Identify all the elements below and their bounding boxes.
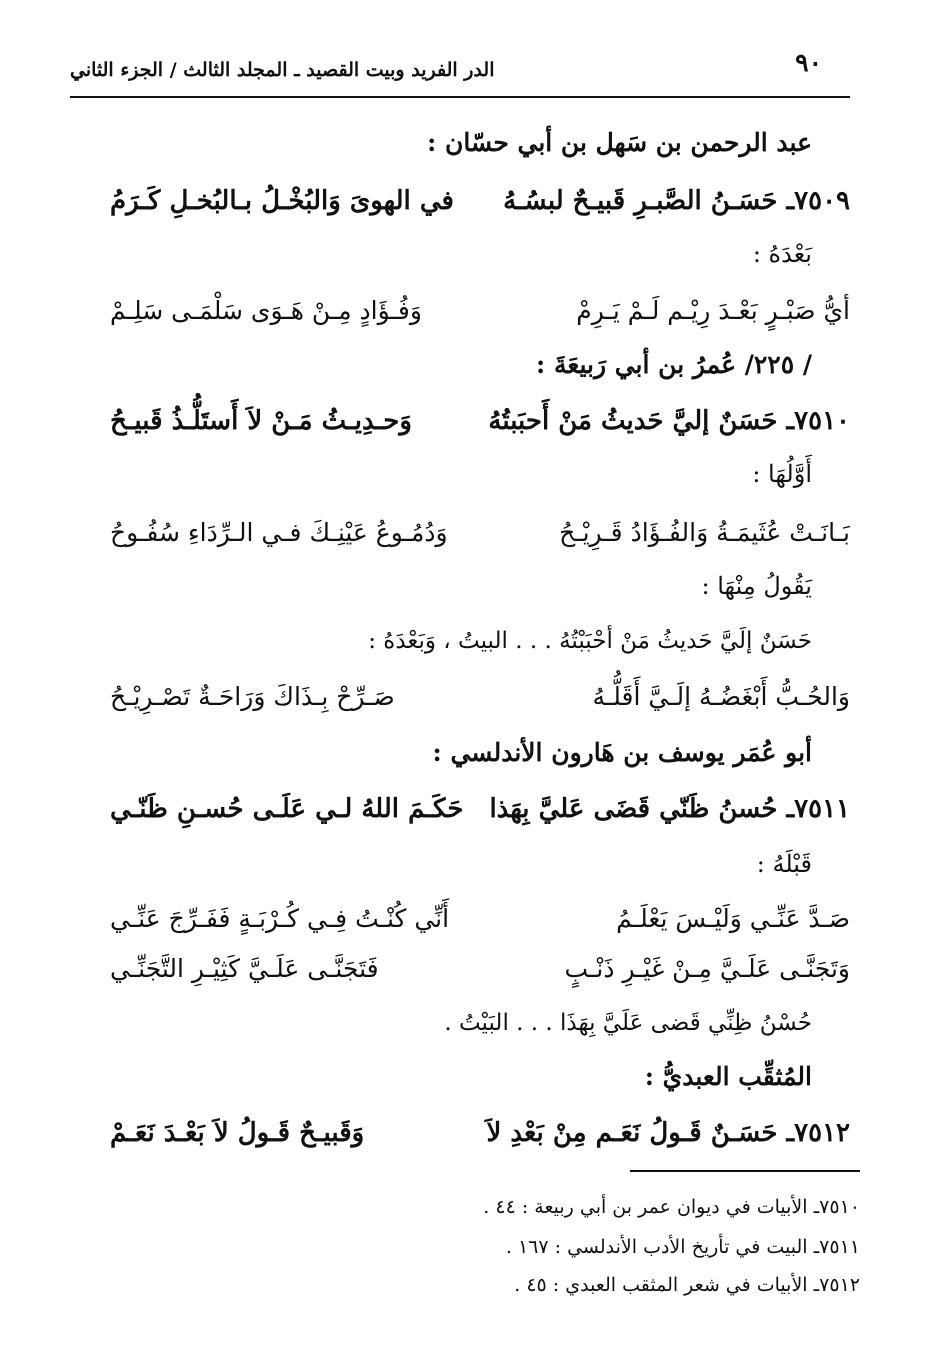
page-number: ٩٠ (795, 48, 822, 77)
footnote: ٧٥١١ـ البيت في تأريخ الأدب الأندلسي : ١٦٧ . (505, 1236, 860, 1258)
running-title: الدر الفريد وبيت القصيد ـ المجلد الثالث / الجزء الثاني (70, 59, 495, 81)
verse-first-hemistich: ٧٥١٠ـ حَسَنٌ إليَّ حَديثُ مَنْ أَحبَبتُهُ (488, 406, 850, 436)
verse-line (100, 1118, 850, 1168)
verse-second-hemistich: في الهوىَ وَالبُخْـلُ بـالبُخـلِ كَـرَمُ (110, 186, 454, 216)
section-label: بَعْدَهُ : (752, 240, 812, 268)
footnote-rule (630, 1170, 860, 1172)
verse-first-hemistich: صَـدَّ عَنِّـي وَلَيْـسَ يَعْلَـمُ (616, 904, 850, 933)
verse-first-hemistich: بَـانَـتْ عُثَيمَـةُ وَالفُـؤَادُ قَـرِيْـحُ (559, 518, 850, 547)
verse-line (100, 518, 850, 568)
verse-second-hemistich: وَقَبيـحٌ قَـولُ لاَ بَعْـدَ نَعَـمْ (110, 1118, 365, 1148)
verse-line (100, 186, 850, 236)
verse-line (100, 954, 850, 1004)
verse-second-hemistich: وَدُمُـوعُ عَيْنِـكَ فـي الـرِّدَاءِ سُفُـوحُ (110, 518, 448, 547)
verse-first-hemistich: ٧٥٠٩ـ حَسَـنُ الصَّبـرِ قَبيـحٌ لبسُـهُ (503, 186, 850, 216)
verse-line (100, 406, 850, 456)
poet-name: المُثقِّب العبديُّ : (644, 1062, 812, 1091)
footnote: ٧٥١٠ـ الأبيات في ديوان عمر بن أبي ربيعة : ٤٤ . (483, 1196, 860, 1218)
verse-line (100, 296, 850, 346)
verse-first-hemistich: وَالحُـبُّ أَبْغَضُـهُ إلَـيَّ أَقَلُّـهُ (592, 682, 850, 711)
verse-first-hemistich: ٧٥١٢ـ حَسَـنٌ قَـولُ نَعَـم مِنْ بَعْدِ لاَ (486, 1118, 850, 1148)
poet-name: أبو عُمَر يوسف بن هَارون الأندلسي : (432, 738, 812, 767)
verse-line (100, 682, 850, 732)
section-label: يَقُولُ مِنْهَا : (701, 572, 812, 600)
prose-line: حُسْنُ ظِنِّي قَضى عَلَيَّ بِهَذَا . . . البَيْتُ . (444, 1010, 812, 1036)
verse-line (100, 794, 850, 844)
section-label: أَوَّلُهَا : (752, 460, 812, 488)
verse-line (100, 904, 850, 954)
poet-name: / ٢٢٥/ عُمرُ بن أبي رَبيعَةَ : (536, 350, 812, 379)
verse-second-hemistich: وَفُـؤَادٍ مِـنْ هَـوَى سَلْمَـى سَلِـمْ (110, 296, 422, 325)
section-label: قَبْلَهُ : (756, 850, 812, 878)
verse-second-hemistich: فَتَجَنَّـى عَلَـيَّ كَثِيْـرِ التَّجَنِّـي (110, 954, 379, 983)
prose-line: حَسَنٌ إلَيَّ حَديثُ مَنْ أحْبَبْتُهُ . . . البيتُ ، وَبَعْدَهُ : (368, 628, 812, 654)
verse-first-hemistich: وَتَجَنَّـى عَلَـيَّ مِـنْ غَيْـرِ ذَنْـبٍ (564, 954, 850, 983)
poet-name: عبد الرحمن بن سَهل بن أبي حسّان : (427, 128, 812, 157)
verse-second-hemistich: أَنِّي كُنْـتُ فِـي كُـرْبَـةٍ فَفَـرِّجَ عَنِّـي (110, 904, 450, 933)
verse-first-hemistich: ٧٥١١ـ حُسنُ ظَنّي قَضَى عَليَّ بِهَذا (489, 794, 850, 824)
header-rule (70, 96, 850, 98)
verse-second-hemistich: صَـرِّحْ بِـذَاكَ وَرَاحَـةٌ تَصْـرِيْـحُ (110, 682, 395, 711)
verse-first-hemistich: أيُّ صَبْـرٍ بَعْـدَ رِيْـم لَـمْ يَـرِمْ (576, 296, 850, 325)
footnote: ٧٥١٢ـ الأبيات في شعر المثقب العبدي : ٤٥ . (514, 1274, 860, 1296)
verse-second-hemistich: وَحـدِيـثُ مَـنْ لاَ أَستَلُّـذُ قَبيـحُ (110, 406, 412, 436)
page-header (70, 45, 850, 95)
verse-second-hemistich: حَكَـمَ اللهُ لـي عَلَـى حُسـنِ ظَنّـي (110, 794, 464, 824)
